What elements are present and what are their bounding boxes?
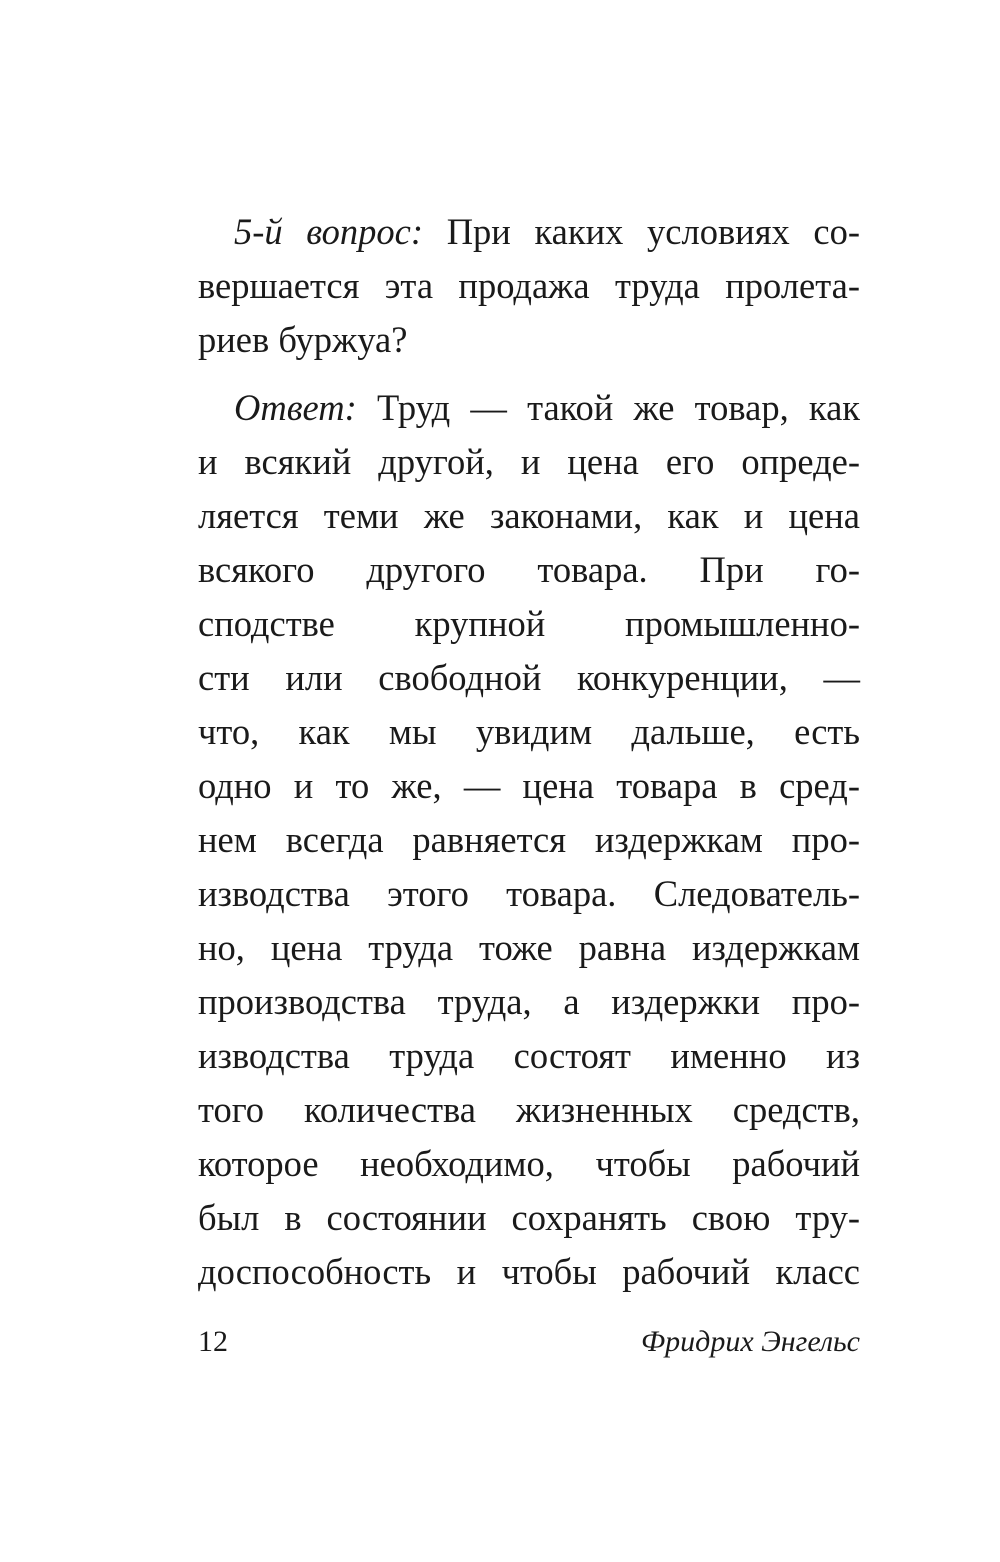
question-text: При каких условиях со- [446,211,861,252]
answer-line: изводства этого товара. Следователь- [198,873,860,914]
page-footer [198,1322,860,1362]
answer-line: производства труда, а издержки про- [198,981,860,1022]
question-line-2: вершается эта продажа труда пролета- [198,265,860,306]
answer-line: того количества жизненных средств, [198,1089,860,1130]
answer-line: но, цена труда тоже равна издержкам [198,927,860,968]
page-number: 12 [198,1325,228,1358]
answer-line: одно и то же, — цена товара в сред- [198,765,860,806]
answer-line: и всякий другой, и цена его опреде- [198,441,860,482]
answer-line-1 [198,381,860,435]
answer-line: сти или свободной конкуренции, — [198,657,860,698]
answer-line: был в состоянии сохранять свою тру- [198,1197,860,1238]
answer-line: сподстве крупной промышленно- [198,603,860,644]
running-head-author: Фридрих Энгельс [641,1325,860,1358]
answer-line: доспособность и чтобы рабочий класс [198,1251,860,1292]
question-label: 5-й вопрос: [234,211,424,252]
answer-line: что, как мы увидим дальше, есть [198,711,860,752]
answer-label: Ответ: [234,387,357,428]
body-text [198,205,860,1299]
question-line-1 [198,205,860,259]
question-line-3: риев буржуа? [198,319,408,360]
answer-line: ляется теми же законами, как и цена [198,495,860,536]
answer-text: Труд — такой же товар, как [377,387,861,428]
answer-line: которое необходимо, чтобы рабочий [198,1143,860,1184]
answer-line: изводства труда состоят именно из [198,1035,860,1076]
answer-line: всякого другого товара. При го- [198,549,860,590]
answer-line: нем всегда равняется издержкам про- [198,819,860,860]
